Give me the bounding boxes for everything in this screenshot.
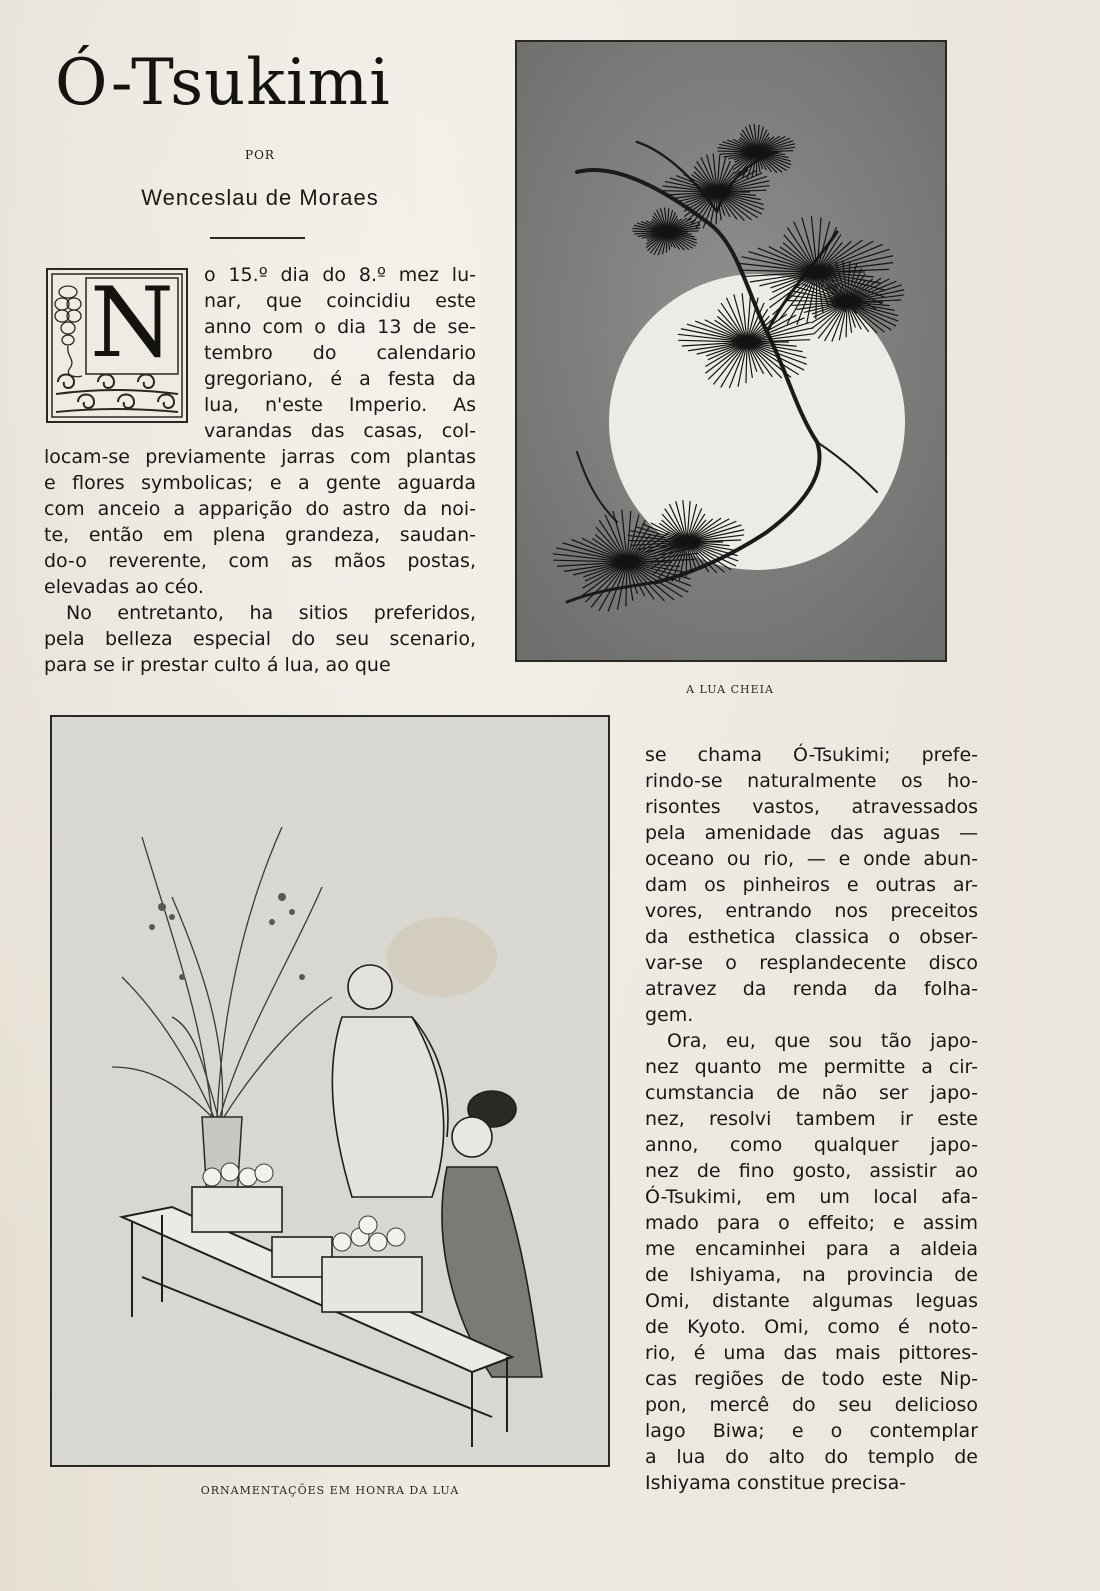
text-line: o 15.º dia do 8.º mez lu-	[204, 264, 476, 286]
text-line: Ó-Tsukimi, em um local afa-	[645, 1186, 978, 1208]
text-line: nez de fino gosto, assistir ao	[645, 1160, 978, 1182]
moon-caption: A LUA CHEIA	[686, 683, 774, 696]
text-line: oceano ou rio, — e onde abun-	[645, 848, 978, 870]
text-line: Ishiyama constitue precisa-	[645, 1472, 907, 1494]
text-line: dam os pinheiros e outras ar-	[645, 874, 978, 896]
text-line: do-o reverente, com as mãos postas,	[44, 550, 476, 572]
text-line: cas regiões de todo este Nip-	[645, 1368, 978, 1390]
text-line: var-se o resplandecente disco	[645, 952, 978, 974]
text-line: lua, n'este Imperio. As	[204, 394, 476, 416]
text-line: mado para o effeito; e assim	[645, 1212, 978, 1234]
author-name: Wenceslau de Moraes	[141, 185, 379, 210]
text-line: nar, que coincidiu este	[204, 290, 476, 312]
text-line: de Ishiyama, na provincia de	[645, 1264, 978, 1286]
byline-label: POR	[245, 148, 275, 162]
text-line: lago Biwa; e o contemplar	[645, 1420, 978, 1442]
text-line: me encaminhei para a aldeia	[645, 1238, 978, 1260]
text-line: da esthetica classica o obser-	[645, 926, 978, 948]
text-line: risontes vastos, atravessados	[645, 796, 978, 818]
text-line: vores, entrando nos preceitos	[645, 900, 978, 922]
text-line: locam-se previamente jarras com plantas	[44, 446, 476, 468]
moon-offerings-illustration	[50, 715, 610, 1467]
text-line: a lua do alto do templo de	[645, 1446, 978, 1468]
text-line: Ora, eu, que sou tão japo-	[667, 1030, 978, 1052]
text-line: gregoriano, é a festa da	[204, 368, 476, 390]
text-line: varandas das casas, col-	[204, 420, 476, 442]
text-line: gem.	[645, 1004, 694, 1026]
text-line: se chama Ó-Tsukimi; prefe-	[645, 744, 978, 766]
full-moon-illustration	[515, 40, 947, 662]
text-line: No entretanto, ha sitios preferidos,	[66, 602, 476, 624]
article-column-1	[44, 262, 476, 678]
text-line: pon, mercê do seu delicioso	[645, 1394, 978, 1416]
text-line: para se ir prestar culto á lua, ao que	[44, 654, 391, 676]
text-line: elevadas ao céo.	[44, 576, 204, 598]
title-divider	[210, 237, 305, 239]
text-line: rio, é uma das mais pittores-	[645, 1342, 978, 1364]
ornament-caption: ORNAMENTAÇÕES EM HONRA DA LUA	[200, 1484, 460, 1497]
text-line: te, então em plena grandeza, saudan-	[44, 524, 476, 546]
text-line: anno, como qualquer japo-	[645, 1134, 978, 1156]
text-line: e flores symbolicas; e a gente aguarda	[44, 472, 476, 494]
text-line: tembro do calendario	[204, 342, 476, 364]
text-line: cumstancia de não ser japo-	[645, 1082, 978, 1104]
text-line: nez, resolvi tambem ir este	[645, 1108, 978, 1130]
article-title: Ó-Tsukimi	[55, 46, 391, 120]
text-line: de Kyoto. Omi, como é noto-	[645, 1316, 978, 1338]
text-line: pela amenidade das aguas —	[645, 822, 978, 844]
article-column-2	[645, 742, 978, 1496]
text-line: pela belleza especial do seu scenario,	[44, 628, 476, 650]
text-line: com anceio a apparição do astro da noi-	[44, 498, 476, 520]
text-line: rindo-se naturalmente os ho-	[645, 770, 978, 792]
text-line: anno com o dia 13 de se-	[204, 316, 476, 338]
text-line: nez quanto me permitte a cir-	[645, 1056, 978, 1078]
drop-cap-letter: N	[90, 267, 174, 379]
text-line: Omi, distante algumas leguas	[645, 1290, 978, 1312]
text-line: atravez da renda da folha-	[645, 978, 978, 1000]
